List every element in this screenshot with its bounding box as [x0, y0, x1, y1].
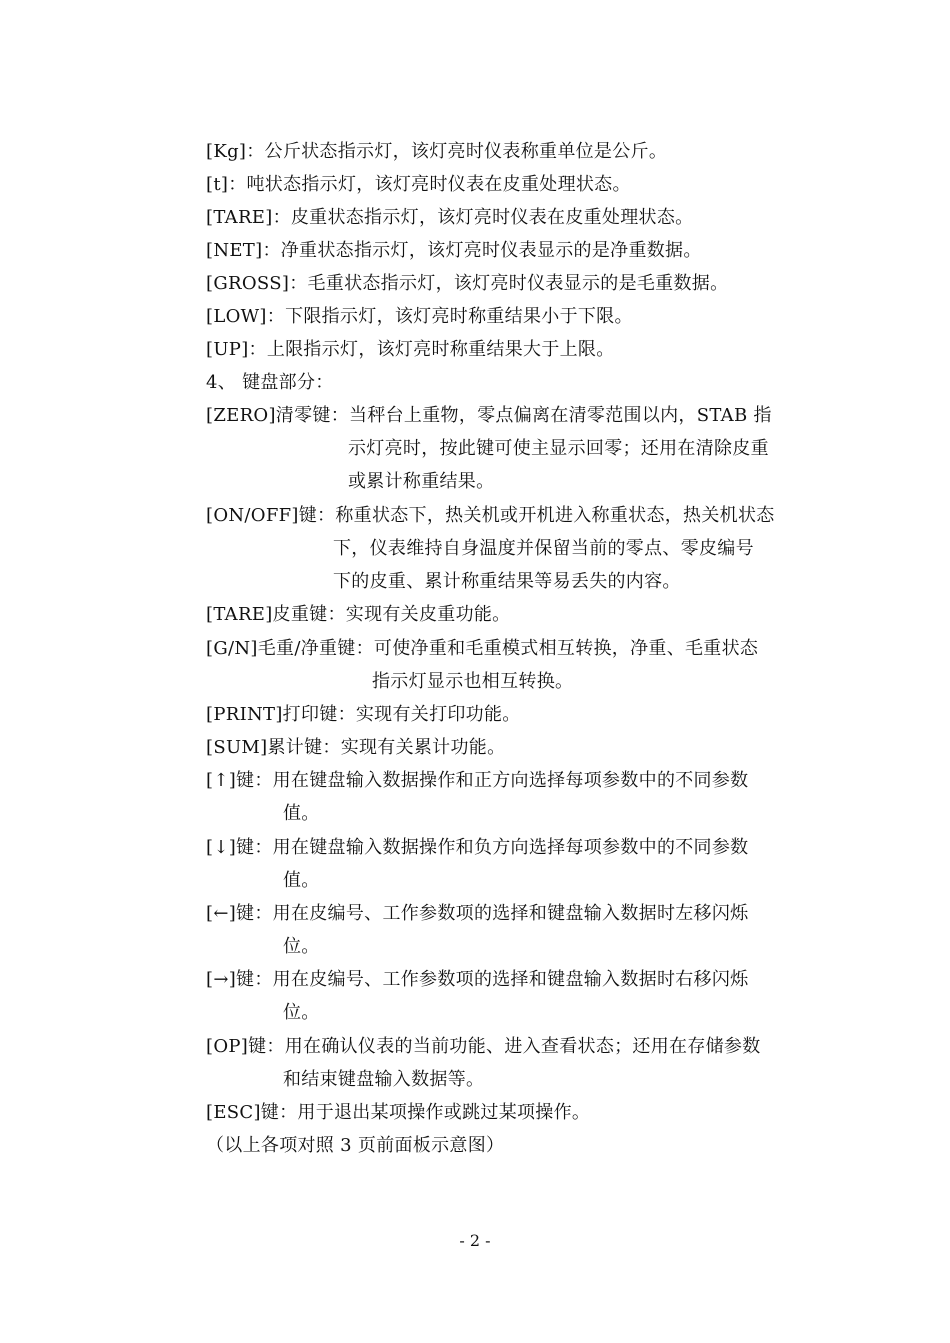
- indicator-term: [UP]: [206, 339, 249, 360]
- key-desc-line: 实现有关打印功能。: [355, 704, 521, 725]
- section-heading: 4、 键盘部分：: [206, 372, 334, 393]
- key-desc-line: 示灯亮时，按此键可使主显示回零；还用在清除皮重: [348, 438, 769, 459]
- indicator-desc: ：吨状态指示灯，该灯亮时仪表在皮重处理状态。: [228, 174, 631, 195]
- key-term: [ESC]键：: [206, 1102, 298, 1123]
- key-term: [G/N]毛重/净重键：: [206, 638, 374, 659]
- key-term: [↓]键：: [206, 837, 273, 858]
- key-term: [TARE]皮重键：: [206, 604, 346, 625]
- indicator-up: [206, 339, 615, 361]
- key-desc-line: 或累计称重结果。: [348, 471, 495, 492]
- key-desc-line: 用在键盘输入数据操作和正方向选择每项参数中的不同参数: [272, 770, 749, 791]
- key-term: [OP]键：: [206, 1036, 285, 1057]
- key-desc-line: 值。: [283, 870, 320, 891]
- indicator-term: [t]: [206, 174, 229, 195]
- key-zero: [206, 405, 772, 427]
- key-term: [ZERO]清零键：: [206, 405, 350, 426]
- key-desc-line: 用在皮编号、工作参数项的选择和键盘输入数据时左移闪烁: [272, 903, 749, 924]
- key-term: [ON/OFF]键：: [206, 505, 336, 526]
- key-desc-line: 位。: [283, 936, 320, 957]
- indicator-t: [206, 174, 631, 196]
- key-desc-line: 下的皮重、累计称重结果等易丢失的内容。: [333, 571, 681, 592]
- indicator-term: [TARE]: [206, 207, 273, 228]
- key-desc-line: 下，仪表维持自身温度并保留当前的零点、零皮编号: [333, 538, 754, 559]
- indicator-term: [LOW]: [206, 306, 267, 327]
- key-desc-line: 值。: [283, 803, 320, 824]
- key-sum: [206, 737, 505, 759]
- reference-note: （以上各项对照 3 页前面板示意图）: [206, 1135, 505, 1156]
- indicator-desc: ：下限指示灯，该灯亮时称重结果小于下限。: [266, 306, 633, 327]
- indicator-gross: [206, 273, 728, 295]
- key-desc-line: 用在确认仪表的当前功能、进入查看状态；还用在存储参数: [284, 1036, 761, 1057]
- key-esc: [206, 1102, 590, 1124]
- page-number: - 2 -: [459, 1231, 491, 1250]
- key-term: [↑]键：: [206, 770, 273, 791]
- key-desc-line: 实现有关累计功能。: [340, 737, 506, 758]
- key-gn: [206, 638, 758, 660]
- key-desc-line: 用在键盘输入数据操作和负方向选择每项参数中的不同参数: [272, 837, 749, 858]
- indicator-kg: [206, 141, 667, 163]
- key-desc-line: 实现有关皮重功能。: [345, 604, 511, 625]
- indicator-net: [206, 240, 702, 262]
- indicator-desc: ：净重状态指示灯，该灯亮时仪表显示的是净重数据。: [262, 240, 702, 261]
- key-term: [SUM]累计键：: [206, 737, 341, 758]
- key-term: [→]键：: [206, 969, 273, 990]
- key-desc-line: 用于退出某项操作或跳过某项操作。: [297, 1102, 591, 1123]
- key-desc-line: 和结束键盘输入数据等。: [283, 1069, 485, 1090]
- key-tare: [206, 604, 510, 626]
- key-desc-line: 位。: [283, 1002, 320, 1023]
- key-desc-line: 称重状态下，热关机或开机进入称重状态，热关机状态: [335, 505, 775, 526]
- indicator-desc: ：上限指示灯，该灯亮时称重结果大于上限。: [248, 339, 615, 360]
- indicator-desc: ：公斤状态指示灯，该灯亮时仪表称重单位是公斤。: [246, 141, 668, 162]
- indicator-tare: [206, 207, 693, 229]
- key-desc-line: 用在皮编号、工作参数项的选择和键盘输入数据时右移闪烁: [272, 969, 749, 990]
- key-term: [←]键：: [206, 903, 273, 924]
- key-op: [206, 1036, 761, 1058]
- key-down-arrow: [206, 837, 748, 859]
- key-desc-line: 当秤台上重物，零点偏离在清零范围以内，STAB 指: [349, 405, 772, 426]
- indicator-low: [206, 306, 633, 328]
- key-print: [206, 704, 521, 726]
- indicator-desc: ：皮重状态指示灯，该灯亮时仪表在皮重处理状态。: [272, 207, 694, 228]
- key-right-arrow: [206, 969, 748, 991]
- indicator-term: [Kg]: [206, 141, 247, 162]
- key-up-arrow: [206, 770, 748, 792]
- key-desc-line: 可使净重和毛重模式相互转换，净重、毛重状态: [373, 638, 759, 659]
- key-desc-line: 指示灯显示也相互转换。: [372, 671, 574, 692]
- key-onoff: [206, 505, 775, 527]
- key-term: [PRINT]打印键：: [206, 704, 356, 725]
- indicator-term: [NET]: [206, 240, 263, 261]
- indicator-desc: ：毛重状态指示灯，该灯亮时仪表显示的是毛重数据。: [289, 273, 729, 294]
- key-left-arrow: [206, 903, 748, 925]
- indicator-term: [GROSS]: [206, 273, 290, 294]
